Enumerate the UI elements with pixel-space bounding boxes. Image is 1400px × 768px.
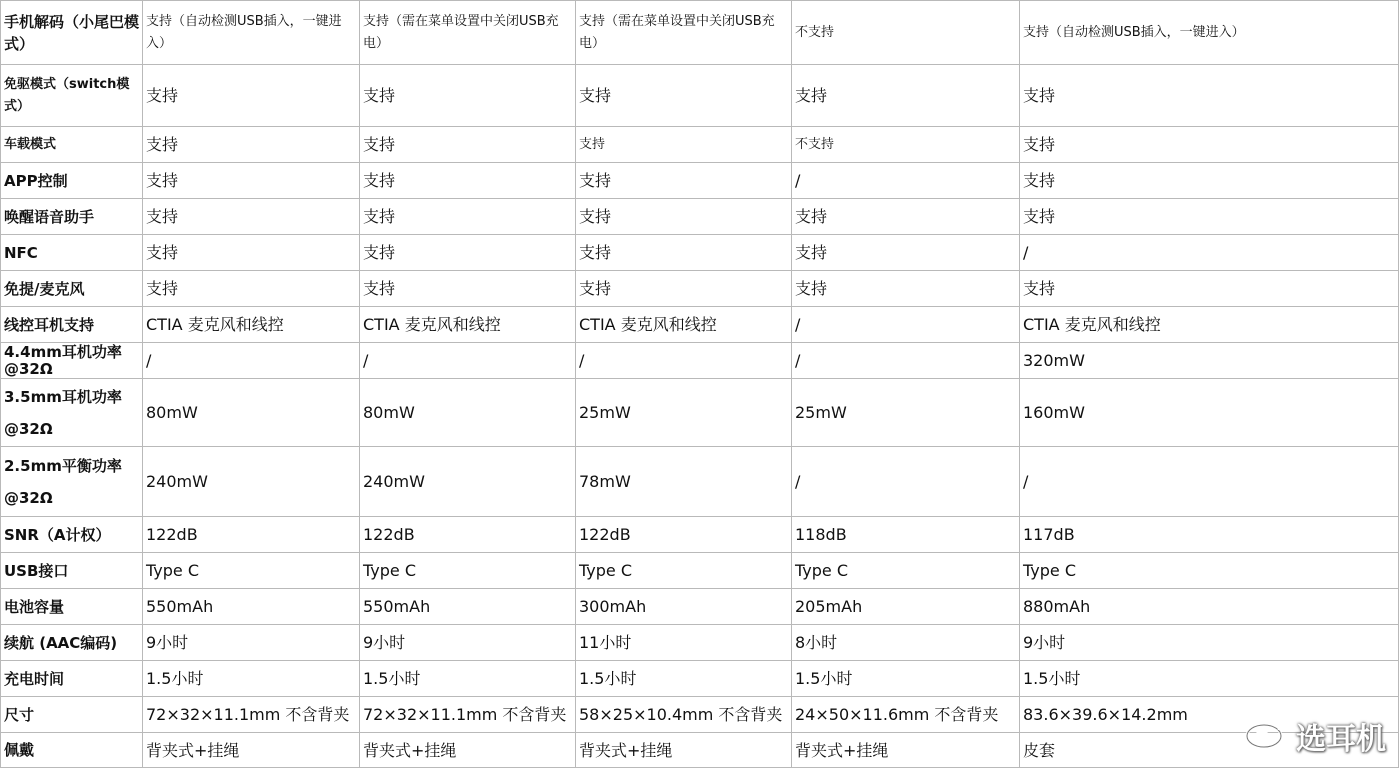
table-cell: 80mW — [360, 379, 576, 447]
table-cell: 122dB — [576, 517, 792, 553]
row-label: 线控耳机支持 — [1, 307, 143, 343]
table-row — [1, 625, 1399, 661]
table-row — [1, 307, 1399, 343]
table-cell: / — [576, 343, 792, 379]
table-cell: / — [1020, 235, 1399, 271]
table-cell: 160mW — [1020, 379, 1399, 447]
table-cell: / — [1020, 447, 1399, 517]
table-cell: 支持 — [143, 65, 360, 127]
table-row — [1, 1, 1399, 65]
table-cell: 9小时 — [1020, 625, 1399, 661]
table-cell: 支持（自动检测USB插入，一键进入） — [1020, 1, 1399, 65]
table-cell: / — [792, 163, 1020, 199]
table-cell: 83.6×39.6×14.2mm — [1020, 697, 1399, 733]
row-label: 手机解码（小尾巴模式） — [1, 1, 143, 65]
table-cell: 550mAh — [143, 589, 360, 625]
table-cell: 支持 — [360, 65, 576, 127]
table-cell: 117dB — [1020, 517, 1399, 553]
table-cell: 72×32×11.1mm 不含背夹 — [143, 697, 360, 733]
table-cell: Type C — [1020, 553, 1399, 589]
table-cell: 78mW — [576, 447, 792, 517]
table-cell: 支持 — [360, 163, 576, 199]
table-row — [1, 343, 1399, 379]
table-cell: Type C — [792, 553, 1020, 589]
table-cell: 9小时 — [360, 625, 576, 661]
table-cell: 支持 — [143, 199, 360, 235]
table-cell: 320mW — [1020, 343, 1399, 379]
table-cell: 1.5小时 — [360, 661, 576, 697]
table-cell: 支持 — [143, 127, 360, 163]
table-cell: 8小时 — [792, 625, 1020, 661]
table-cell: 支持 — [360, 199, 576, 235]
table-cell: 1.5小时 — [143, 661, 360, 697]
table-cell: 支持 — [360, 271, 576, 307]
row-label: SNR（A计权） — [1, 517, 143, 553]
table-cell: 支持 — [576, 199, 792, 235]
row-label: NFC — [1, 235, 143, 271]
row-label: 2.5mm平衡功率@32Ω — [1, 447, 143, 517]
table-cell: CTIA 麦克风和线控 — [1020, 307, 1399, 343]
table-cell: 880mAh — [1020, 589, 1399, 625]
table-cell: 1.5小时 — [576, 661, 792, 697]
table-cell: 58×25×10.4mm 不含背夹 — [576, 697, 792, 733]
table-cell: 9小时 — [143, 625, 360, 661]
table-cell: 皮套 — [1020, 733, 1399, 768]
table-cell: / — [360, 343, 576, 379]
table-cell: / — [792, 447, 1020, 517]
row-label: 电池容量 — [1, 589, 143, 625]
row-label: 充电时间 — [1, 661, 143, 697]
table-row — [1, 65, 1399, 127]
row-label: APP控制 — [1, 163, 143, 199]
table-row — [1, 127, 1399, 163]
table-cell: 1.5小时 — [1020, 661, 1399, 697]
table-cell: CTIA 麦克风和线控 — [143, 307, 360, 343]
table-cell: Type C — [143, 553, 360, 589]
table-row — [1, 589, 1399, 625]
row-label: USB接口 — [1, 553, 143, 589]
table-cell: 支持 — [143, 235, 360, 271]
table-cell: 支持 — [792, 65, 1020, 127]
table-cell: / — [143, 343, 360, 379]
table-cell: 支持 — [792, 235, 1020, 271]
table-cell: 24×50×11.6mm 不含背夹 — [792, 697, 1020, 733]
table-cell: 205mAh — [792, 589, 1020, 625]
table-cell: 118dB — [792, 517, 1020, 553]
table-cell: 72×32×11.1mm 不含背夹 — [360, 697, 576, 733]
table-cell: 支持 — [1020, 127, 1399, 163]
table-cell: / — [792, 343, 1020, 379]
table-row — [1, 733, 1399, 768]
table-cell: 240mW — [143, 447, 360, 517]
table-row — [1, 271, 1399, 307]
table-row — [1, 697, 1399, 733]
table-row — [1, 661, 1399, 697]
table-row — [1, 379, 1399, 447]
table-cell: CTIA 麦克风和线控 — [576, 307, 792, 343]
table-cell: 不支持 — [792, 1, 1020, 65]
table-cell: 支持（需在菜单设置中关闭USB充电） — [576, 1, 792, 65]
table-cell: 122dB — [143, 517, 360, 553]
table-cell: 支持（需在菜单设置中关闭USB充电） — [360, 1, 576, 65]
row-label: 尺寸 — [1, 697, 143, 733]
table-cell: 支持 — [1020, 65, 1399, 127]
table-cell: 支持 — [143, 163, 360, 199]
row-label: 车载模式 — [1, 127, 143, 163]
table-cell: 背夹式+挂绳 — [360, 733, 576, 768]
table-cell: 支持 — [1020, 271, 1399, 307]
table-cell: Type C — [576, 553, 792, 589]
table-row — [1, 163, 1399, 199]
table-cell: CTIA 麦克风和线控 — [360, 307, 576, 343]
row-label: 佩戴 — [1, 733, 143, 768]
table-cell: 支持 — [576, 271, 792, 307]
table-cell: 支持（自动检测USB插入，一键进入） — [143, 1, 360, 65]
table-cell: 25mW — [792, 379, 1020, 447]
table-cell: 122dB — [360, 517, 576, 553]
row-label: 免提/麦克风 — [1, 271, 143, 307]
table-cell: 背夹式+挂绳 — [576, 733, 792, 768]
row-label: 4.4mm耳机功率@32Ω — [1, 343, 143, 379]
table-row — [1, 235, 1399, 271]
table-cell: 背夹式+挂绳 — [143, 733, 360, 768]
table-row — [1, 517, 1399, 553]
table-cell: Type C — [360, 553, 576, 589]
table-cell: 支持 — [576, 127, 792, 163]
table-cell: 300mAh — [576, 589, 792, 625]
table-cell: 支持 — [792, 271, 1020, 307]
row-label: 唤醒语音助手 — [1, 199, 143, 235]
table-cell: 支持 — [360, 127, 576, 163]
table-cell: 支持 — [576, 235, 792, 271]
table-cell: 支持 — [143, 271, 360, 307]
table-cell: 支持 — [1020, 163, 1399, 199]
row-label: 续航 (AAC编码) — [1, 625, 143, 661]
watermark — [1244, 714, 1386, 758]
table-row — [1, 553, 1399, 589]
table-cell: 550mAh — [360, 589, 576, 625]
table-cell: 不支持 — [792, 127, 1020, 163]
table-cell: 背夹式+挂绳 — [792, 733, 1020, 768]
table-cell: 25mW — [576, 379, 792, 447]
table-cell: 支持 — [1020, 199, 1399, 235]
table-cell: / — [792, 307, 1020, 343]
watermark-text: 选耳机 — [1296, 722, 1386, 757]
table-cell: 支持 — [576, 163, 792, 199]
table-cell: 80mW — [143, 379, 360, 447]
row-label: 免驱模式（switch模式） — [1, 65, 143, 127]
table-cell: 1.5小时 — [792, 661, 1020, 697]
table-cell: 支持 — [576, 65, 792, 127]
row-label: 3.5mm耳机功率@32Ω — [1, 379, 143, 447]
table-cell: 支持 — [792, 199, 1020, 235]
table-cell: 支持 — [360, 235, 576, 271]
table-cell: 240mW — [360, 447, 576, 517]
weibo-icon — [1244, 714, 1288, 758]
table-cell: 11小时 — [576, 625, 792, 661]
table-row — [1, 447, 1399, 517]
table-row — [1, 199, 1399, 235]
